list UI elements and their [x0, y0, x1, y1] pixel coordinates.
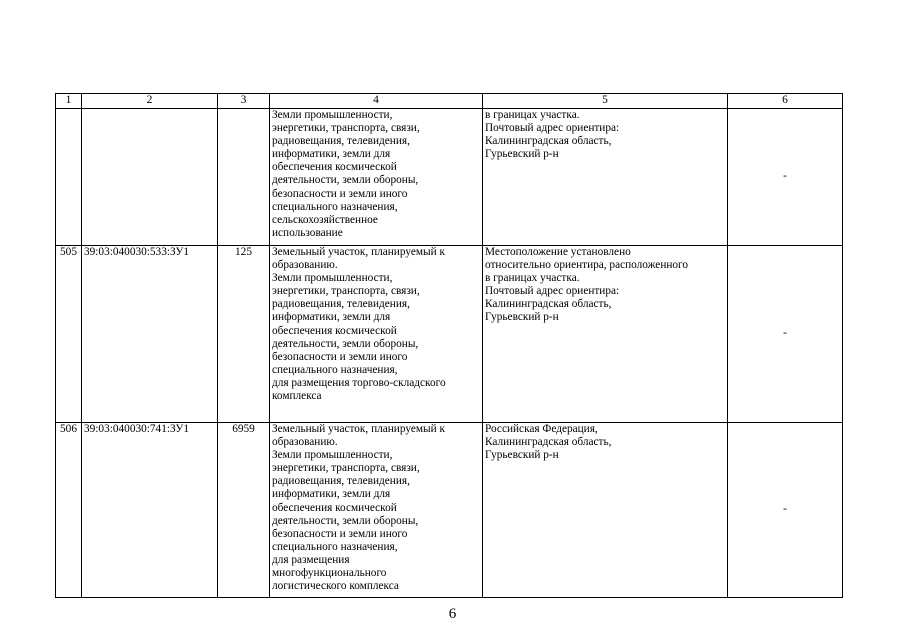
- location-address-line: Калининградская область,: [485, 135, 612, 148]
- land-plots-table: [55, 93, 843, 598]
- cadastral-number: 39:03:040030:533:ЗУ1: [82, 246, 218, 423]
- land-category-line: сельскохозяйственное: [272, 213, 378, 226]
- land-category-line: энергетики, транспорта, связи,: [272, 122, 420, 135]
- page-number: 6: [448, 606, 457, 622]
- land-category: [270, 246, 483, 423]
- cadastral-number: [82, 109, 218, 246]
- land-category-line: для размещения торгово-складского: [272, 376, 446, 389]
- row-number: [56, 109, 82, 246]
- land-category-line: радиовещания, телевидения,: [272, 298, 410, 311]
- land-category-line: деятельности, земли обороны,: [272, 514, 419, 527]
- header-row: [56, 94, 843, 109]
- land-category-line: образованию.: [272, 436, 338, 449]
- land-category-line: обеспечения космической: [272, 324, 397, 337]
- land-category-line: многофункционального: [272, 567, 387, 580]
- location-address: [483, 246, 728, 423]
- land-category-line: информатики, земли для: [272, 148, 391, 161]
- table-row: [56, 423, 843, 598]
- row-number: 506: [56, 423, 82, 598]
- land-category-line: обеспечения космической: [272, 161, 397, 174]
- area-value: 125: [218, 246, 270, 423]
- land-category-line: Земли промышленности,: [272, 109, 393, 121]
- land-category-line: Земельный участок, планируемый к: [272, 246, 445, 258]
- header-col-2: 2: [82, 94, 218, 109]
- land-category-line: деятельности, земли обороны,: [272, 174, 419, 187]
- row-number: 505: [56, 246, 82, 423]
- land-category-line: специального назначения,: [272, 200, 398, 213]
- header-col-5: 5: [483, 94, 728, 109]
- land-category-line: логистического комплекса: [272, 580, 399, 593]
- header-col-3: 3: [218, 94, 270, 109]
- location-address-line: Гурьевский р-н: [485, 311, 559, 324]
- location-address-line: в границах участка.: [485, 109, 580, 121]
- location-address: [483, 109, 728, 246]
- location-address-line: Калининградская область,: [485, 298, 612, 311]
- area-value: 6959: [218, 423, 270, 598]
- land-category-line: деятельности, земли обороны,: [272, 337, 419, 350]
- land-category-line: энергетики, транспорта, связи,: [272, 285, 420, 298]
- header-col-6: 6: [728, 94, 843, 109]
- header-col-1: 1: [56, 94, 82, 109]
- land-category-line: безопасности и земли иного: [272, 187, 408, 200]
- location-address-line: в границах участка.: [485, 272, 580, 285]
- land-category-line: специального назначения,: [272, 363, 398, 376]
- land-category-line: обеспечения космической: [272, 501, 397, 514]
- location-address-line: Местоположение установлено: [485, 246, 631, 258]
- land-category-line: радиовещания, телевидения,: [272, 135, 410, 148]
- land-category-line: Земельный участок, планируемый к: [272, 423, 445, 435]
- land-category-line: информатики, земли для: [272, 311, 391, 324]
- land-category-line: образованию.: [272, 259, 338, 272]
- location-address-line: Гурьевский р-н: [485, 148, 559, 161]
- location-address-line: Гурьевский р-н: [485, 449, 559, 462]
- cadastral-number: 39:03:040030:741:ЗУ1: [82, 423, 218, 598]
- land-category-line: энергетики, транспорта, связи,: [272, 462, 420, 475]
- location-address-line: относительно ориентира, расположенного: [485, 259, 689, 272]
- land-category-line: информатики, земли для: [272, 488, 391, 501]
- land-category-line: специального назначения,: [272, 540, 398, 553]
- land-category-line: Земли промышленности,: [272, 272, 393, 285]
- col6-value: -: [728, 246, 843, 423]
- area-value: [218, 109, 270, 246]
- land-category-line: для размещения: [272, 553, 350, 566]
- land-category-line: комплекса: [272, 390, 322, 403]
- col6-value: -: [728, 109, 843, 246]
- location-address-line: Почтовый адрес ориентира:: [485, 285, 620, 298]
- land-category: [270, 109, 483, 246]
- land-category-line: радиовещания, телевидения,: [272, 475, 410, 488]
- location-address-line: Почтовый адрес ориентира:: [485, 122, 620, 135]
- land-category-line: безопасности и земли иного: [272, 527, 408, 540]
- location-address-line: Российская Федерация,: [485, 423, 598, 435]
- land-category-line: безопасности и земли иного: [272, 350, 408, 363]
- table-row: [56, 109, 843, 246]
- location-address: [483, 423, 728, 598]
- header-col-4: 4: [270, 94, 483, 109]
- col6-value: -: [728, 423, 843, 598]
- land-category: [270, 423, 483, 598]
- land-category-line: Земли промышленности,: [272, 449, 393, 462]
- table-row: [56, 246, 843, 423]
- location-address-line: Калининградская область,: [485, 436, 612, 449]
- land-category-line: использование: [272, 226, 343, 239]
